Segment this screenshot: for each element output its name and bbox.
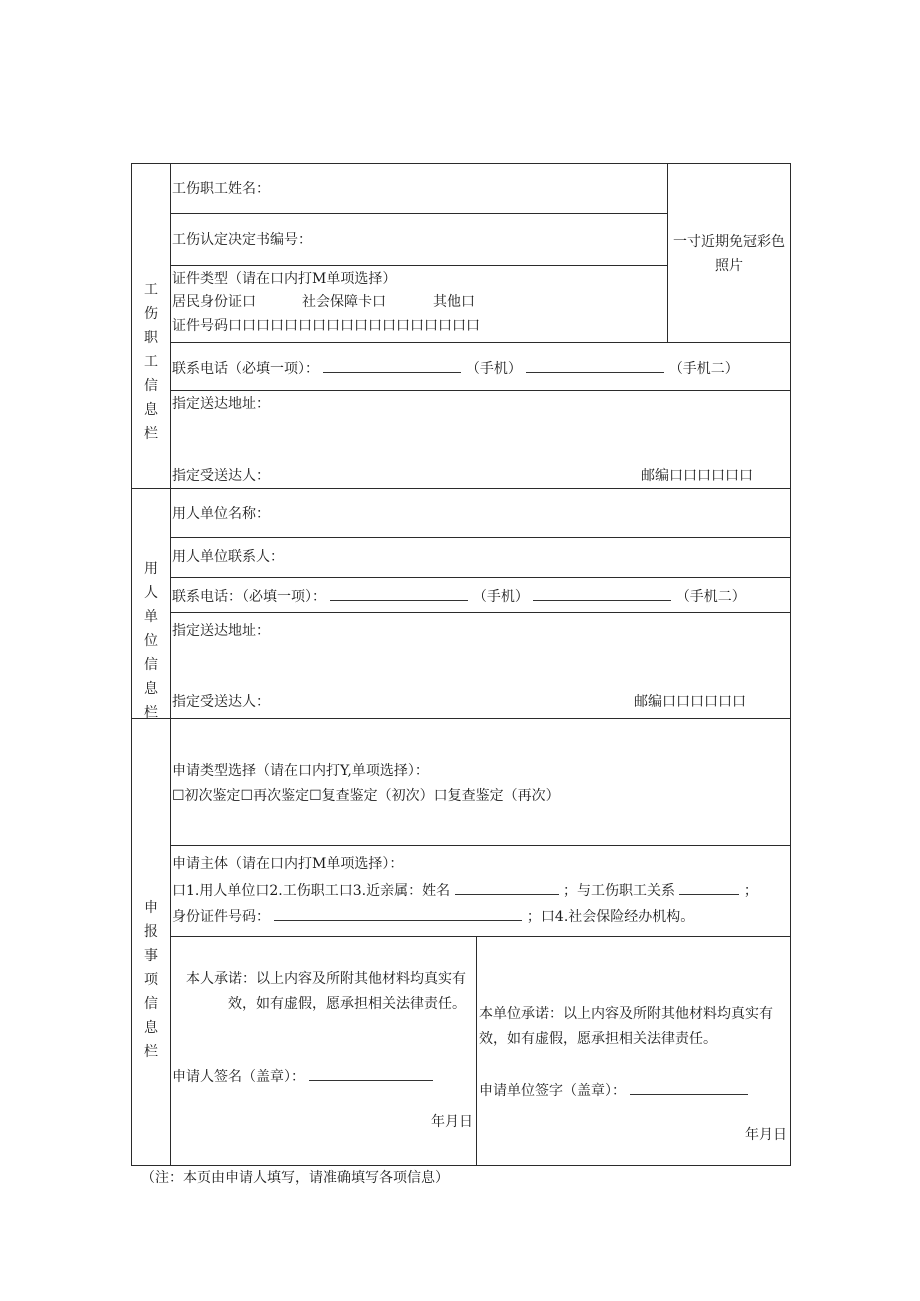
- table-top-border: [131, 163, 791, 164]
- unit-signature-label: 申请单位签字（盖章）：: [479, 1083, 626, 1099]
- worker-address-label: 指定送达地址：: [172, 396, 270, 412]
- table-left-border: [131, 163, 132, 1166]
- worker-phone-label: 联系电话（必填一项）：: [172, 361, 319, 377]
- unit-signature-field[interactable]: [630, 1080, 748, 1095]
- employer-recipient-label: 指定受送达人：: [172, 694, 270, 710]
- promise-column-divider: [476, 936, 477, 1166]
- applicant-subject-line1: [172, 880, 758, 900]
- id-type-option-resident-id[interactable]: 居民身份证口: [172, 294, 256, 310]
- row-divider: [170, 537, 791, 538]
- id-document-number-field[interactable]: [274, 906, 522, 921]
- line-end-semicolon: ；: [743, 883, 758, 899]
- worker-phone-1-field[interactable]: [323, 358, 461, 373]
- id-number-label[interactable]: 证件号码口口口口口口口口口口口口口口口口口口: [172, 318, 480, 334]
- unit-signature-row: [479, 1080, 748, 1100]
- row-divider: [170, 342, 791, 343]
- section-divider: [131, 718, 791, 719]
- id-document-number-label: 身份证件号码：: [172, 909, 270, 925]
- applicant-promise-line2: 效，如有虚假，愿承担相关法律责任。: [228, 996, 466, 1012]
- application-type-label: 申请类型选择（请在口内打Y,单项选择）：: [172, 763, 429, 779]
- worker-phone-mobile1-label: （手机）: [465, 361, 522, 377]
- worker-phone-2-field[interactable]: [526, 358, 664, 373]
- worker-recipient-label: 指定受送达人：: [172, 468, 270, 484]
- employer-address-label: 指定送达地址：: [172, 623, 270, 639]
- row-divider: [170, 845, 791, 846]
- row-divider: [170, 265, 668, 266]
- employer-name-label: 用人单位名称：: [172, 506, 270, 522]
- table-right-border: [790, 163, 791, 1166]
- unit-date: 年月日: [745, 1127, 787, 1143]
- applicant-subject-line2: [172, 906, 694, 926]
- id-type-option-social-security-card[interactable]: 社会保障卡口: [302, 294, 386, 310]
- applicant-date: 年月日: [431, 1114, 473, 1130]
- section-label-employer: 用人单位信息栏: [144, 561, 158, 721]
- employer-phone-2-field[interactable]: [533, 586, 671, 601]
- section-divider: [131, 488, 791, 489]
- employer-phone-row: [172, 586, 746, 606]
- table-bottom-border: [131, 1165, 791, 1166]
- unit-promise-line2: 效，如有虚假，愿承担相关法律责任。: [479, 1031, 717, 1047]
- employer-contact-label: 用人单位联系人：: [172, 549, 284, 565]
- row-divider: [170, 390, 791, 391]
- employer-phone-mobile2-label: （手机二）: [675, 589, 746, 605]
- applicant-signature-field[interactable]: [309, 1066, 433, 1081]
- row-divider: [170, 577, 791, 578]
- applicant-promise-line1: 本人承诺：以上内容及所附其他材料均真实有: [186, 971, 466, 987]
- relative-name-field[interactable]: [455, 880, 559, 895]
- worker-phone-mobile2-label: （手机二）: [668, 361, 739, 377]
- section-label-worker: 工伤职工信息栏: [144, 282, 158, 442]
- photo-placeholder: 一寸近期免冠彩色照片: [673, 234, 785, 274]
- employer-phone-label: 联系电话：（必填一项）：: [172, 589, 326, 605]
- social-insurance-option[interactable]: ；口4.社会保险经办机构。: [526, 909, 695, 925]
- applicant-subject-label: 申请主体（请在口内打M单项选择）：: [172, 856, 404, 872]
- unit-promise-line1: 本单位承诺：以上内容及所附其他材料均真实有: [479, 1006, 773, 1022]
- row-divider: [170, 936, 791, 937]
- application-type-options[interactable]: ☐初次鉴定☐再次鉴定☐复查鉴定（初次）口复查鉴定（再次）: [172, 788, 560, 804]
- worker-phone-row: [172, 358, 739, 378]
- section-label-application: 申报事项信息栏: [144, 900, 158, 1060]
- applicant-signature-label: 申请人签名（盖章）：: [172, 1069, 305, 1085]
- footer-note: （注：本页由申请人填写，请准确填写各项信息）: [141, 1170, 449, 1186]
- section-column-divider: [170, 163, 171, 1166]
- applicant-signature-row: [172, 1066, 433, 1086]
- relationship-label: ；与工伤职工关系: [562, 883, 675, 899]
- employer-phone-mobile1-label: （手机）: [472, 589, 529, 605]
- decision-number-label: 工伤认定决定书编号：: [172, 232, 312, 248]
- id-type-label: 证件类型（请在口内打M单项选择）: [172, 271, 397, 287]
- relationship-field[interactable]: [679, 880, 739, 895]
- row-divider: [170, 213, 668, 214]
- row-divider: [170, 612, 791, 613]
- worker-name-label: 工伤职工姓名：: [172, 181, 270, 197]
- id-type-option-other[interactable]: 其他口: [433, 294, 475, 310]
- employer-phone-1-field[interactable]: [330, 586, 468, 601]
- subject-options-text[interactable]: 口1.用人单位口2.工伤职工口3.近亲属：姓名: [172, 883, 451, 899]
- worker-postcode-label[interactable]: 邮编口口口口口口: [641, 468, 753, 484]
- employer-postcode-label[interactable]: 邮编口口口口口口: [634, 694, 746, 710]
